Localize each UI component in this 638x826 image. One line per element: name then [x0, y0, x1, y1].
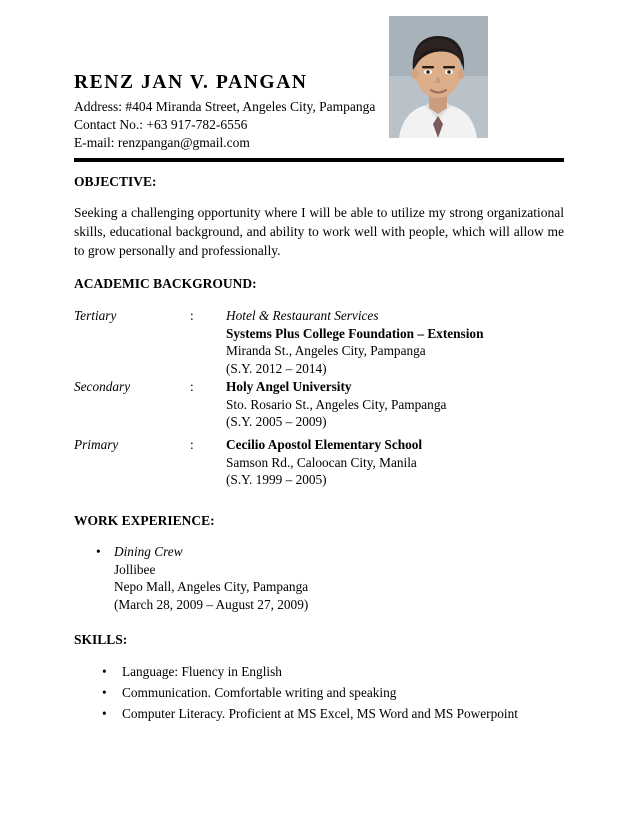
section-title-skills: SKILLS: [74, 632, 128, 647]
page-title: RENZ JAN V. PANGAN [74, 72, 308, 93]
list-item [74, 661, 564, 682]
bullet-icon: • [102, 706, 107, 721]
list-item [74, 682, 564, 703]
education-level: Primary [74, 437, 119, 452]
work-company: Jollibee [114, 561, 156, 577]
list-item [74, 543, 564, 613]
header-divider [74, 158, 564, 162]
section-title-objective: OBJECTIVE: [74, 174, 157, 189]
education-level: Secondary [74, 379, 131, 394]
education-colon: : [190, 379, 194, 394]
education-address: Sto. Rosario St., Angeles City, Pampanga [226, 396, 447, 412]
work-position: Dining Crew [114, 544, 183, 559]
education-school: Cecilio Apostol Elementary School [226, 437, 423, 452]
portrait-photo [389, 16, 488, 138]
education-entry [74, 436, 564, 489]
skill-text: Communication. Comfortable writing and speaking [122, 685, 397, 700]
education-years: (S.Y. 1999 – 2005) [226, 472, 327, 487]
list-item [74, 703, 564, 724]
work-location: Nepo Mall, Angeles City, Pampanga [114, 579, 309, 594]
education-entry [74, 307, 564, 377]
education-years: (S.Y. 2005 – 2009) [226, 414, 327, 429]
education-address: Samson Rd., Caloocan City, Manila [226, 454, 417, 470]
address-line: Address: #404 Miranda Street, Angeles City, Pampanga [74, 99, 376, 114]
education-colon: : [190, 308, 194, 323]
section-title-academic: ACADEMIC BACKGROUND: [74, 276, 257, 291]
email-line: E-mail: renzpangan@gmail.com [74, 135, 250, 150]
skill-text: Language: Fluency in English [122, 664, 282, 679]
bullet-icon: • [96, 544, 101, 559]
bullet-icon: • [102, 685, 107, 700]
education-colon: : [190, 437, 194, 452]
education-course: Hotel & Restaurant Services [226, 308, 379, 323]
education-level: Tertiary [74, 308, 117, 323]
education-years: (S.Y. 2012 – 2014) [226, 360, 327, 376]
education-entry [74, 378, 564, 431]
education-school: Holy Angel University [226, 379, 352, 394]
section-title-work: WORK EXPERIENCE: [74, 513, 215, 528]
objective-text: Seeking a challenging opportunity where I will be able to utilize my strong organizational skills, educational background, and ability to work well with people, which will allow me to grow personally and professionally. [74, 205, 564, 258]
resume-header [74, 0, 564, 150]
education-school: Systems Plus College Foundation – Extension [226, 325, 484, 341]
contact-number-line: Contact No.: +63 917-782-6556 [74, 117, 248, 132]
skills-list [74, 661, 564, 724]
skill-text: Computer Literacy. Proficient at MS Excel, MS Word and MS Powerpoint [122, 706, 518, 721]
education-address: Miranda St., Angeles City, Pampanga [226, 343, 426, 358]
bullet-icon: • [102, 664, 107, 679]
work-dates: (March 28, 2009 – August 27, 2009) [114, 596, 309, 612]
work-list [74, 543, 564, 613]
